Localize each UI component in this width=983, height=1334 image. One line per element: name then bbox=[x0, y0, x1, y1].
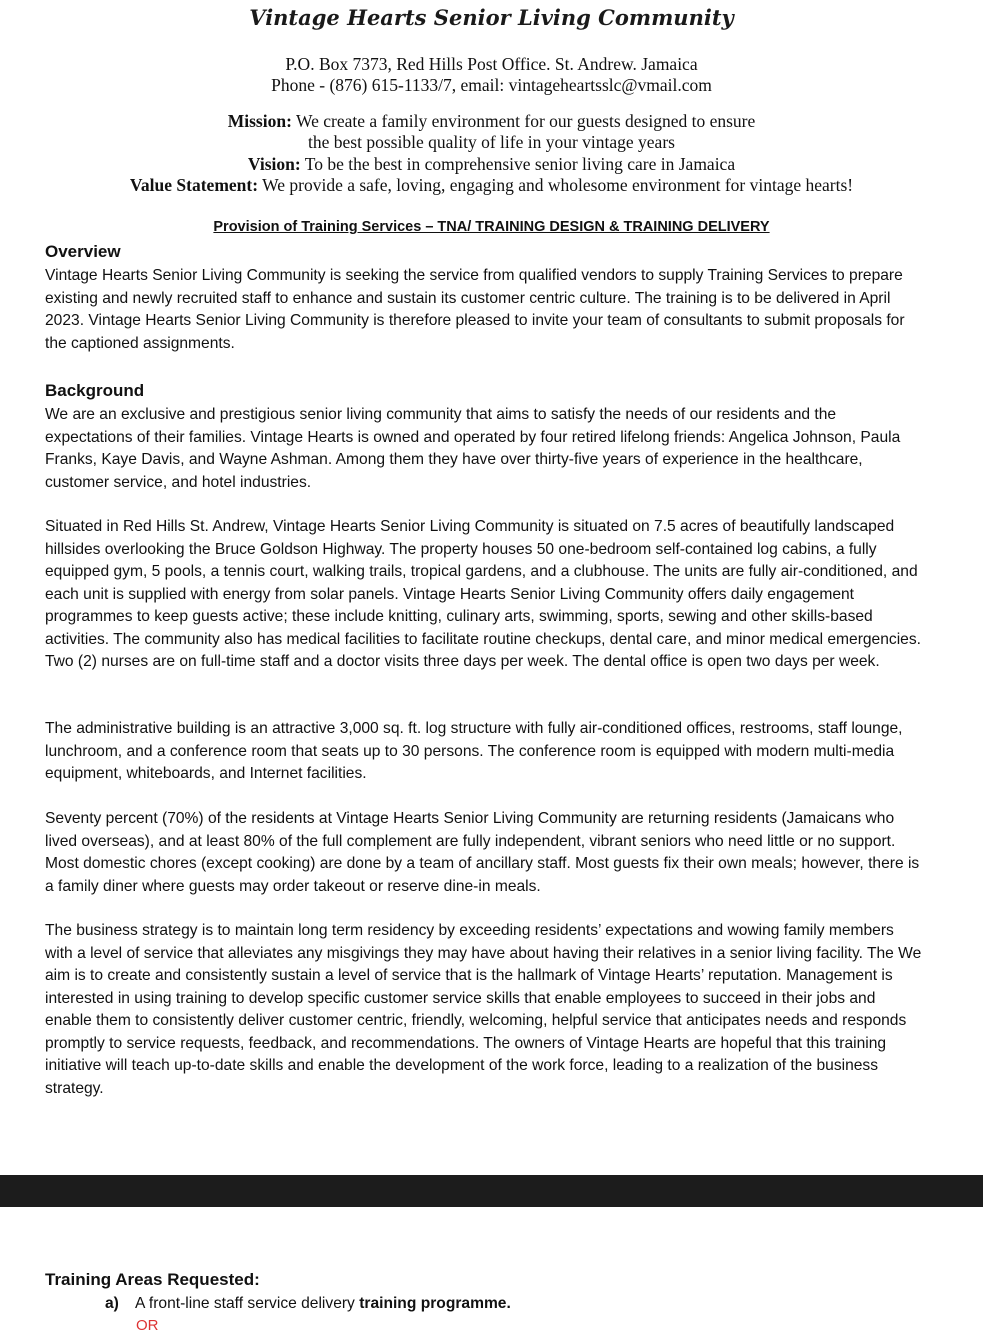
background-paragraph-3: The administrative building is an attractive 3,000 sq. ft. log structure with fully air-conditioned offices, restrooms, staff lounge, lunchroom, and a conference room that seats up to 30 persons. The conference room is equipped with modern multi-media equipment, whiteboards, and Internet facilities. bbox=[45, 720, 903, 782]
contact-line: Phone - (876) 615-1133/7, email: vintageheartsslc@vmail.com bbox=[271, 75, 712, 95]
value-label: Value Statement: bbox=[129, 175, 259, 195]
background-paragraph-1: We are an exclusive and prestigious senior living community that aims to satisfy the needs of our residents and the expectations of their families. Vintage Hearts is owned and operated by four retired lifelong friends: Angelica Johnson, Paula Franks, Kaye Davis, and Wayne Ashman. Among them they have over thirty-five years of experience in the healthcare, customer service, and hotel industries. bbox=[45, 406, 901, 491]
value-text: We provide a safe, loving, engaging and wholesome environment for vintage hearts! bbox=[258, 175, 854, 195]
overview-paragraph: Vintage Hearts Senior Living Community is seeking the service from qualified vendors to supply Training Services to prepare existing and newly recruited staff to enhance and sustain its customer centric culture. The training is to be delivered in April 2023. Vintage Hearts Senior Living Community is therefore pleased to invite your team of consultants to submit proposals for the captioned assignments. bbox=[45, 267, 905, 352]
training-area-bold-text: training programme. bbox=[359, 1295, 511, 1312]
mission-text: We create a family environment for our guests designed to ensure bbox=[291, 111, 756, 131]
value-statement-line bbox=[0, 175, 983, 196]
training-area-text: A front-line staff service delivery bbox=[135, 1295, 360, 1312]
section-title: Provision of Training Services – TNA/ TRAINING DESIGN & TRAINING DELIVERY bbox=[213, 219, 770, 235]
background-heading: Background bbox=[45, 381, 145, 400]
vision-text: To be the best in comprehensive senior living care in Jamaica bbox=[300, 154, 736, 174]
page-separator-bar bbox=[0, 1175, 983, 1207]
address-line: P.O. Box 7373, Red Hills Post Office. St. Andrew. Jamaica bbox=[285, 54, 698, 74]
mission-line bbox=[0, 111, 983, 132]
background-paragraph-5: The business strategy is to maintain long term residency by exceeding residents’ expectations and wowing family members with a level of service that alleviates any misgivings they may have about having their relatives in a senior living facility. The We aim is to create and consistently sustain a level of service that is the hallmark of Vintage Hearts’ reputation. Management is interested in using training to develop specific customer service skills that enable employees to succeed in their jobs and enable them to consistently deliver customer centric, friendly, welcoming, helpful service that anticipates needs and responds promptly to service requests, feedback, and recommendations. The owners of Vintage Hearts are hopeful that this training initiative will teach up-to-date skills and enable the development of the work force, leading to a realization of the business strategy. bbox=[45, 922, 922, 1097]
vision-label: Vision: bbox=[247, 154, 301, 174]
list-marker: a) bbox=[105, 1295, 119, 1312]
organization-title: Vintage Hearts Senior Living Community bbox=[249, 5, 734, 30]
background-paragraph-2: Situated in Red Hills St. Andrew, Vintage Hearts Senior Living Community is situated on 7.5 acres of beautifully landscaped hillsides overlooking the Bruce Goldson Highway. The property houses 50 one-bedroom self-contained log cabins, a fully equipped gym, 5 pools, a tennis court, walking trails, tropical gardens, and a clubhouse. The units are fully air-conditioned, and each unit is supplied with energy from solar panels. Vintage Hearts Senior Living Community offers daily engagement programmes to keep guests active; these include knitting, culinary arts, swimming, sports, sewing and other skills-based activities. The community also has medical facilities to facilitate routine checkups, dental care, and minor medical emergencies. Two (2) nurses are on full-time staff and a doctor visits three days per week. The dental office is open two days per week. bbox=[45, 518, 921, 670]
vision-line bbox=[0, 154, 983, 175]
mission-line-2: the best possible quality of life in your vintage years bbox=[308, 132, 675, 152]
training-area-item bbox=[105, 1295, 511, 1313]
cut-off-text: OR bbox=[136, 1317, 159, 1334]
training-areas-heading: Training Areas Requested: bbox=[45, 1270, 260, 1289]
background-paragraph-4: Seventy percent (70%) of the residents at Vintage Hearts Senior Living Community are returning residents (Jamaicans who lived overseas), and at least 80% of the full complement are fully independent, vibrant seniors who need little or no support. Most domestic chores (except cooking) are done by a team of ancillary staff. Most guests fix their own meals; however, there is a family diner where guests may order takeout or reserve dine-in meals. bbox=[45, 810, 920, 895]
overview-heading: Overview bbox=[45, 242, 121, 261]
mission-label: Mission: bbox=[227, 111, 292, 131]
